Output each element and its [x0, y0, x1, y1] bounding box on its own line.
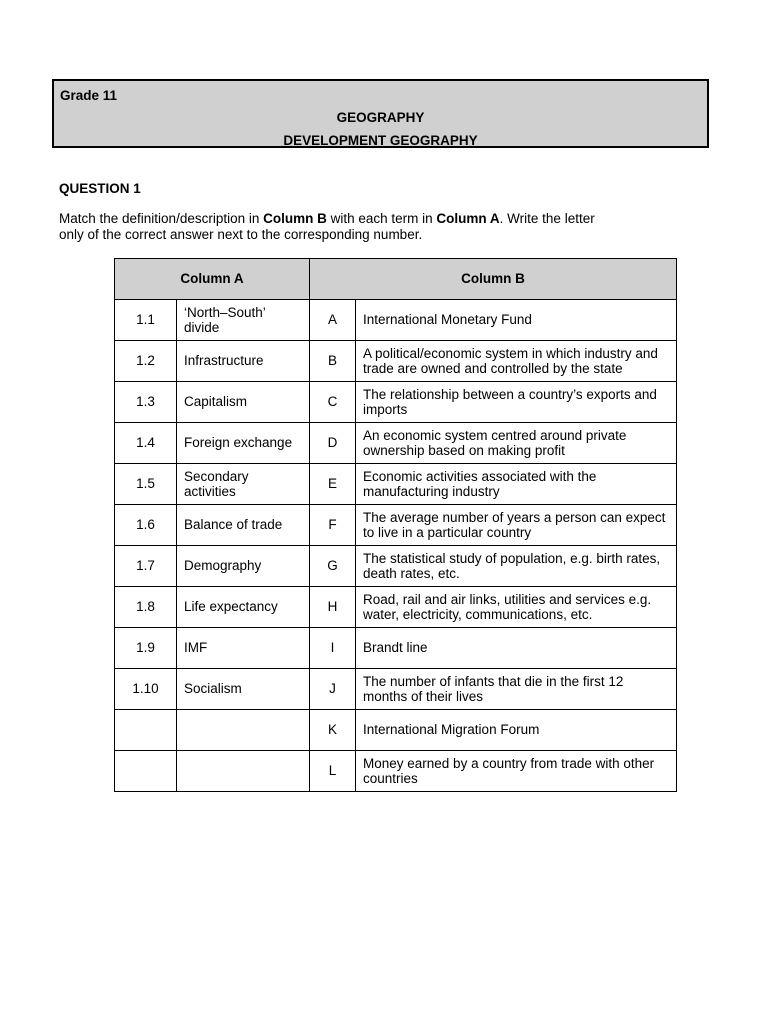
definition-cell: Economic activities associated with the manufacturing industry: [356, 464, 677, 505]
question-title: QUESTION 1: [59, 181, 141, 196]
table-body: [115, 300, 677, 792]
definition-letter: H: [310, 587, 356, 628]
term-number: 1.4: [115, 423, 177, 464]
term-cell: Capitalism: [177, 382, 310, 423]
term-number: 1.9: [115, 628, 177, 669]
term-number: 1.8: [115, 587, 177, 628]
definition-cell: A political/economic system in which industry and trade are owned and controlled by the state: [356, 341, 677, 382]
term-number: 1.5: [115, 464, 177, 505]
term-cell: Socialism: [177, 669, 310, 710]
table-row: [115, 669, 677, 710]
definition-letter: L: [310, 751, 356, 792]
definition-letter: A: [310, 300, 356, 341]
definition-letter: K: [310, 710, 356, 751]
definition-cell: International Monetary Fund: [356, 300, 677, 341]
definition-letter: D: [310, 423, 356, 464]
term-number: 1.6: [115, 505, 177, 546]
definition-cell: The number of infants that die in the first 12 months of their lives: [356, 669, 677, 710]
definition-cell: International Migration Forum: [356, 710, 677, 751]
term-number: 1.3: [115, 382, 177, 423]
term-number: [115, 751, 177, 792]
definition-cell: The statistical study of population, e.g. birth rates, death rates, etc.: [356, 546, 677, 587]
term-cell: Life expectancy: [177, 587, 310, 628]
term-cell: [177, 751, 310, 792]
column-b-header: Column B: [310, 259, 677, 300]
term-cell: Demography: [177, 546, 310, 587]
table-header-row: [115, 259, 677, 300]
definition-letter: I: [310, 628, 356, 669]
table-row: [115, 546, 677, 587]
grade-label: Grade 11: [60, 88, 118, 103]
instructions-column-b: Column B: [263, 211, 327, 226]
term-cell: Balance of trade: [177, 505, 310, 546]
header-box: [52, 79, 709, 148]
term-cell: Foreign exchange: [177, 423, 310, 464]
subject-title: GEOGRAPHY: [336, 110, 425, 125]
definition-letter: F: [310, 505, 356, 546]
term-number: 1.1: [115, 300, 177, 341]
definition-letter: B: [310, 341, 356, 382]
instructions-column-a: Column A: [436, 211, 500, 226]
table-row: [115, 300, 677, 341]
column-a-header: Column A: [115, 259, 310, 300]
term-cell: IMF: [177, 628, 310, 669]
table-row: [115, 341, 677, 382]
definition-cell: Road, rail and air links, utilities and services e.g. water, electricity, communications, etc.: [356, 587, 677, 628]
term-number: 1.2: [115, 341, 177, 382]
definition-cell: Money earned by a country from trade with other countries: [356, 751, 677, 792]
table-row: [115, 710, 677, 751]
instructions-text-3: . Write the letter only of the correct answer next to the corresponding number.: [59, 211, 595, 242]
term-number: [115, 710, 177, 751]
question-instructions: [59, 211, 619, 243]
table-row: [115, 628, 677, 669]
definition-letter: E: [310, 464, 356, 505]
term-number: 1.10: [115, 669, 177, 710]
term-number: 1.7: [115, 546, 177, 587]
term-cell: Secondary activities: [177, 464, 310, 505]
term-cell: Infrastructure: [177, 341, 310, 382]
table-row: [115, 751, 677, 792]
matching-table: [114, 258, 677, 792]
definition-cell: An economic system centred around private ownership based on making profit: [356, 423, 677, 464]
table-row: [115, 587, 677, 628]
table-row: [115, 382, 677, 423]
definition-cell: The average number of years a person can expect to live in a particular country: [356, 505, 677, 546]
instructions-text-2: with each term in: [326, 211, 437, 226]
topic-title: DEVELOPMENT GEOGRAPHY: [283, 133, 478, 148]
definition-letter: C: [310, 382, 356, 423]
definition-cell: Brandt line: [356, 628, 677, 669]
term-cell: ‘North–South’ divide: [177, 300, 310, 341]
definition-letter: G: [310, 546, 356, 587]
term-cell: [177, 710, 310, 751]
table-row: [115, 505, 677, 546]
table-row: [115, 423, 677, 464]
definition-cell: The relationship between a country’s exports and imports: [356, 382, 677, 423]
definition-letter: J: [310, 669, 356, 710]
table-row: [115, 464, 677, 505]
instructions-text-1: Match the definition/description in: [59, 211, 264, 226]
